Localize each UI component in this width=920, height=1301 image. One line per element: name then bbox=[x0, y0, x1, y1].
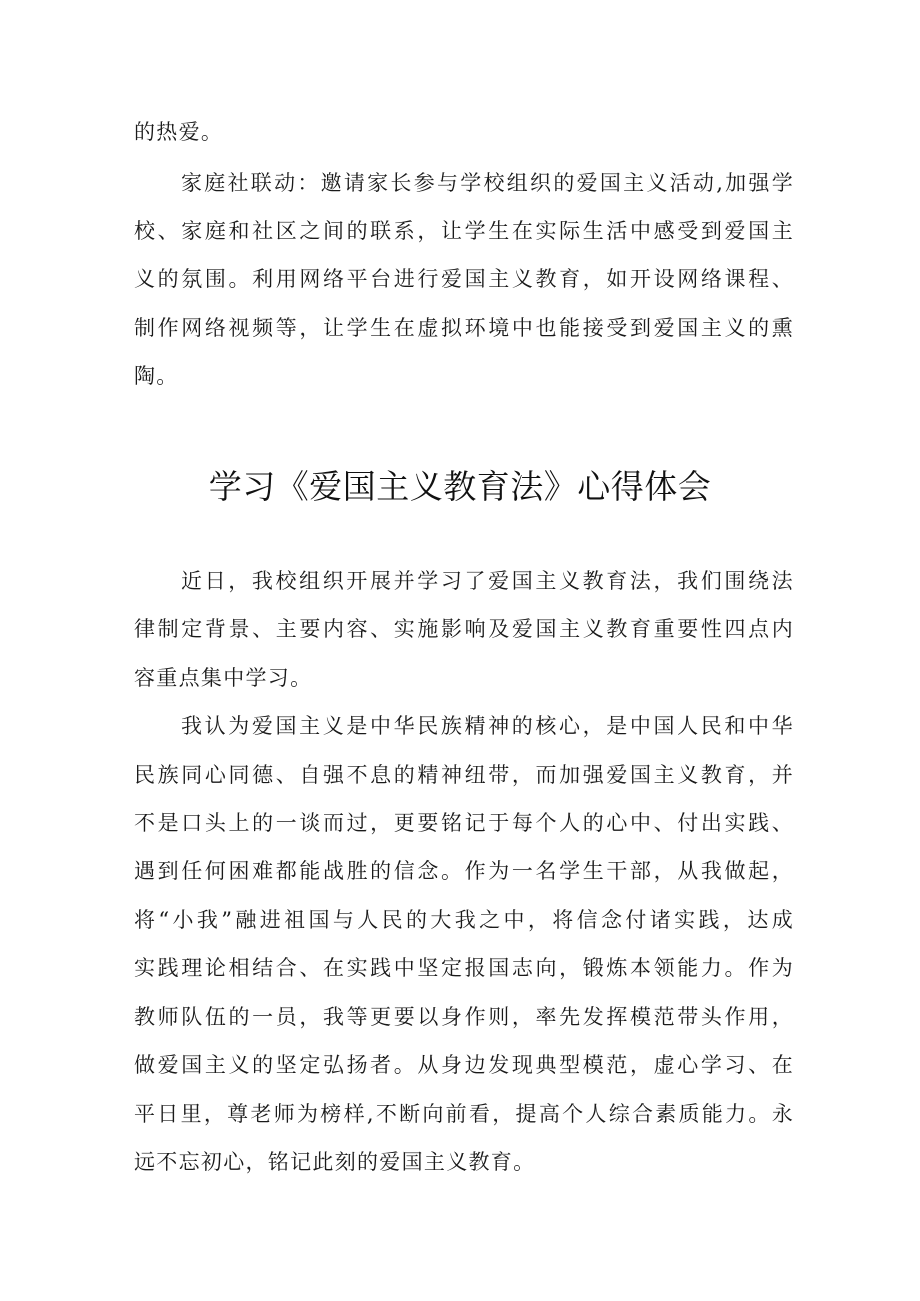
paragraph-line: 的热爱。 bbox=[134, 120, 224, 144]
paragraph-line: 陶。 bbox=[134, 364, 179, 388]
article-title: 学习《爱国主义教育法》心得体会 bbox=[208, 467, 712, 506]
paragraph-line: 教师队伍的一员，我等更要以身作则，率先发挥模范带头作用， bbox=[134, 1005, 794, 1029]
paragraph-line: 近日，我校组织开展并学习了爱国主义教育法，我们围绕法 bbox=[181, 569, 794, 593]
paragraph-line: 校、家庭和社区之间的联系，让学生在实际生活中感受到爱国主 bbox=[134, 219, 794, 243]
paragraph-line: 远不忘初心，铭记此刻的爱国主义教育。 bbox=[134, 1150, 536, 1174]
paragraph-line: 将“小我”融进祖国与人民的大我之中，将信念付诸实践，达成 bbox=[134, 908, 794, 932]
paragraph-line: 容重点集中学习。 bbox=[134, 666, 313, 690]
paragraph-line: 制作网络视频等，让学生在虚拟环境中也能接受到爱国主义的熏 bbox=[134, 316, 794, 340]
paragraph-line: 我认为爱国主义是中华民族精神的核心，是中国人民和中华 bbox=[181, 714, 794, 738]
paragraph-line: 做爱国主义的坚定弘扬者。从身边发现典型模范，虚心学习、在 bbox=[134, 1053, 794, 1077]
paragraph-line: 义的氛围。利用网络平台进行爱国主义教育，如开设网络课程、 bbox=[134, 267, 794, 291]
paragraph-line: 家庭社联动：邀请家长参与学校组织的爱国主义活动,加强学 bbox=[181, 171, 794, 195]
paragraph-line: 平日里，尊老师为榜样,不断向前看，提高个人综合素质能力。永 bbox=[134, 1102, 794, 1126]
paragraph-line: 民族同心同德、自强不息的精神纽带，而加强爱国主义教育，并 bbox=[134, 763, 794, 787]
paragraph-line: 遇到任何困难都能战胜的信念。作为一名学生干部，从我做起， bbox=[134, 859, 794, 883]
paragraph-line: 实践理论相结合、在实践中坚定报国志向，锻炼本领能力。作为 bbox=[134, 956, 794, 980]
paragraph-line: 不是口头上的一谈而过，更要铭记于每个人的心中、付出实践、 bbox=[134, 811, 794, 835]
paragraph-line: 律制定背景、主要内容、实施影响及爱国主义教育重要性四点内 bbox=[134, 617, 794, 641]
